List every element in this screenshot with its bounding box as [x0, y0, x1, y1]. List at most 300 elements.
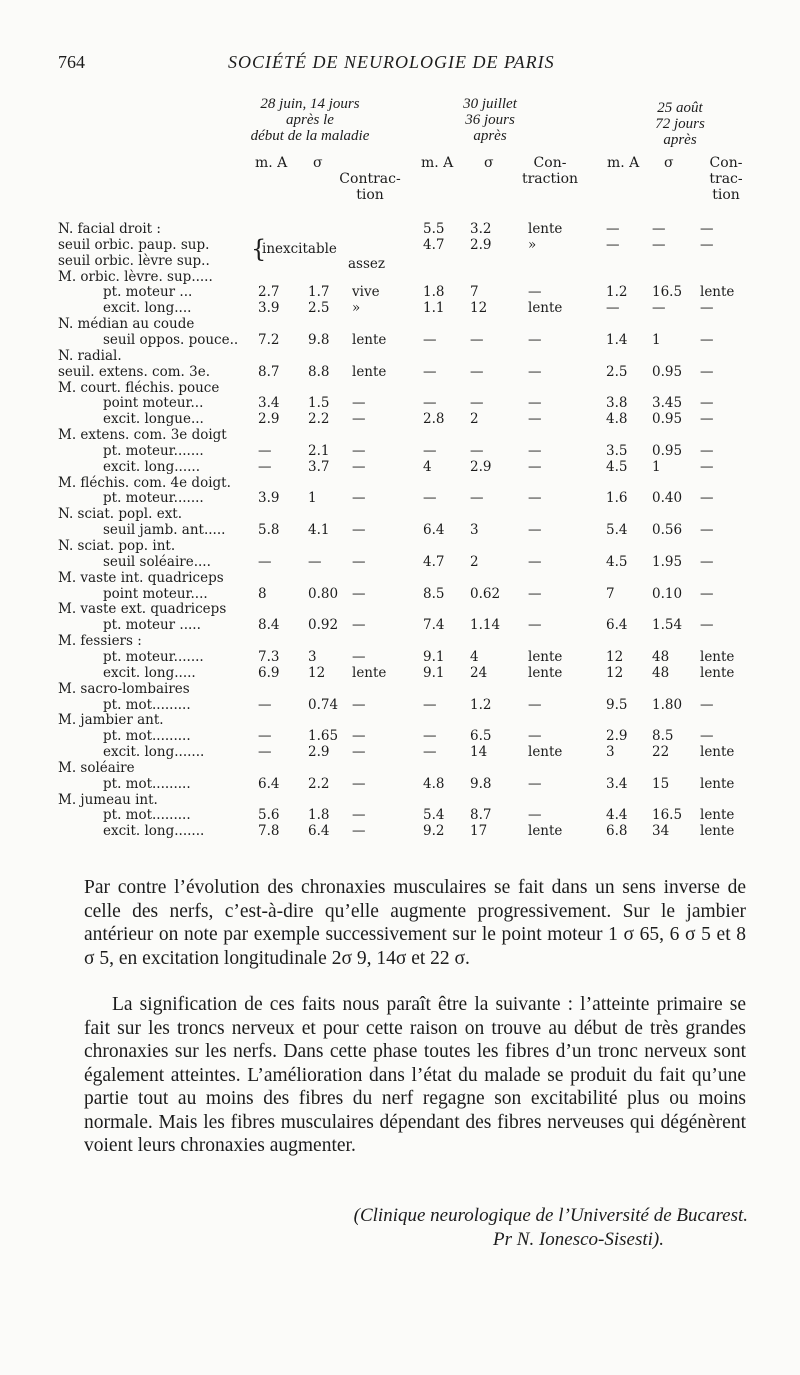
- table-cell: 9.8: [470, 775, 492, 792]
- table-cell: vive: [352, 284, 380, 301]
- table-row: [0, 586, 800, 602]
- table-cell: lente: [700, 823, 735, 840]
- table-row: [0, 332, 800, 348]
- table-cell: 2.8: [423, 411, 445, 428]
- row-label: M. soléaire: [58, 759, 135, 776]
- page-number: 764: [58, 52, 85, 72]
- subheader-1-contraction: Contrac-tion: [339, 171, 401, 203]
- table-cell: 2.2: [308, 411, 330, 428]
- table-cell: 9.1: [423, 648, 445, 665]
- table-cell: —: [258, 458, 272, 475]
- table-cell: —: [352, 617, 366, 634]
- row-label: N. médian au coude: [58, 316, 195, 333]
- table-cell: —: [528, 522, 542, 539]
- table-cell: lente: [528, 648, 563, 665]
- row-label: seuil jamb. ant.....: [103, 522, 226, 539]
- table-cell: 2.2: [308, 775, 330, 792]
- table-cell: 1.2: [470, 696, 492, 713]
- table-row: [0, 617, 800, 633]
- table-cell: 2.5: [308, 300, 330, 317]
- table-cell: —: [423, 696, 437, 713]
- table-cell: 8.7: [258, 363, 280, 380]
- table-cell: —: [423, 363, 437, 380]
- table-cell: —: [470, 331, 484, 348]
- table-cell: —: [528, 363, 542, 380]
- table-cell: 6.4: [423, 522, 445, 539]
- table-cell: 0.95: [652, 442, 683, 459]
- table-cell: 3.2: [470, 221, 492, 237]
- table-cell: —: [528, 728, 542, 745]
- table-cell: —: [352, 458, 366, 475]
- brace: {: [251, 235, 267, 263]
- table-cell: 3.7: [308, 458, 330, 475]
- table-cell: 6.5: [470, 728, 492, 745]
- table-cell: 2.7: [258, 284, 280, 301]
- table-cell: 4: [423, 458, 432, 475]
- table-cell: 9.1: [423, 664, 445, 681]
- table-cell: 3.5: [606, 442, 628, 459]
- table-cell: —: [352, 411, 366, 428]
- row-label: excit. long.......: [103, 823, 205, 840]
- table-cell: lente: [700, 648, 735, 665]
- paragraph-2: La signification de ces faits nous paraît être la suivante : l’atteinte primaire se fait sur les troncs nerveux et pour cette raison on trouve au début de très grandes chronaxies sur les nerfs. Dans cette phase toutes les fibres d’un tronc nerveux sont également atteintes. L’amélioration dans l’état du malade se produit du fait qu’une partie tout au moins des fibres du nerf regagne son excitabilité plus ou moins normale. Mais les fibres musculaires dépendant des fibres nerveuses qui dégénèrent voient leurs chronaxies augmenter.: [84, 994, 746, 1156]
- table-cell: —: [528, 458, 542, 475]
- table-cell: 5.5: [423, 221, 445, 237]
- table-cell: —: [352, 823, 366, 840]
- table-cell: 2.9: [308, 744, 330, 761]
- table-cell: —: [700, 236, 714, 253]
- table-cell: 1: [652, 458, 661, 475]
- table-cell: —: [528, 585, 542, 602]
- table-row: [0, 221, 800, 237]
- table-cell: 1.8: [423, 284, 445, 301]
- table-row: [0, 490, 800, 506]
- table-row: [0, 712, 800, 728]
- table-cell: 4.5: [606, 553, 628, 570]
- table-cell: 4.7: [423, 236, 445, 253]
- table-cell: 1.4: [606, 331, 628, 348]
- table-cell: 1: [308, 490, 317, 507]
- table-cell: —: [528, 395, 542, 412]
- table-cell: 17: [470, 823, 488, 840]
- table-cell: 0.95: [652, 411, 683, 428]
- table-cell: 7.8: [258, 823, 280, 840]
- table-cell: —: [258, 728, 272, 745]
- table-cell: 2.9: [470, 236, 492, 253]
- table-cell: —: [700, 458, 714, 475]
- table-cell: 1.7: [308, 284, 330, 301]
- table-cell: —: [606, 300, 620, 317]
- row-label: M. sacro-lombaires: [58, 680, 190, 697]
- table-cell: —: [258, 696, 272, 713]
- table-cell: 2.1: [308, 442, 330, 459]
- table-cell: 6.9: [258, 664, 280, 681]
- subheader-1-sigma: σ: [313, 155, 323, 171]
- table-cell: 16.5: [652, 807, 683, 824]
- table-row: [0, 237, 800, 253]
- table-row: [0, 522, 800, 538]
- table-row: [0, 776, 800, 792]
- table-row: [0, 316, 800, 332]
- table-cell: 3: [470, 522, 479, 539]
- table-cell: 7.4: [423, 617, 445, 634]
- table-cell: 4.5: [606, 458, 628, 475]
- table-cell: 0.92: [308, 617, 339, 634]
- table-cell: 12: [606, 664, 624, 681]
- row-label: N. facial droit :: [58, 221, 161, 237]
- table-cell: 2.9: [258, 411, 280, 428]
- table-cell: 0.80: [308, 585, 339, 602]
- column-header-3: 25 août 72 jours après: [655, 100, 705, 148]
- row-label: M. court. fléchis. pouce: [58, 379, 220, 396]
- table-cell: 0.62: [470, 585, 501, 602]
- table-cell: 0.95: [652, 363, 683, 380]
- table-cell: —: [652, 221, 666, 237]
- table-cell: 9.8: [308, 331, 330, 348]
- table-cell: 12: [308, 664, 326, 681]
- table-cell: —: [700, 617, 714, 634]
- table-cell: 3.45: [652, 395, 683, 412]
- table-row: [0, 506, 800, 522]
- row-label: pt. mot.........: [103, 775, 191, 792]
- table-row: [0, 538, 800, 554]
- table-cell: —: [352, 744, 366, 761]
- table-cell: —: [423, 728, 437, 745]
- table-cell: 7: [606, 585, 615, 602]
- table-cell: 22: [652, 744, 670, 761]
- table-cell: —: [700, 490, 714, 507]
- table-row: [0, 253, 800, 269]
- table-cell: 3.8: [606, 395, 628, 412]
- table-cell: lente: [700, 664, 735, 681]
- table-cell: lente: [352, 331, 387, 348]
- table-row: [0, 427, 800, 443]
- table-cell: 1.65: [308, 728, 339, 745]
- table-row: [0, 760, 800, 776]
- table-cell: lente: [700, 744, 735, 761]
- table-cell: 8.4: [258, 617, 280, 634]
- subheader-1-ma: m. A: [255, 155, 288, 171]
- table-cell: —: [258, 553, 272, 570]
- table-cell: 5.6: [258, 807, 280, 824]
- row-label: seuil orbic. lèvre sup..: [58, 252, 210, 269]
- table-cell: —: [352, 522, 366, 539]
- table-cell: 0.56: [652, 522, 683, 539]
- table-cell: —: [700, 221, 714, 237]
- table-cell: —: [352, 553, 366, 570]
- table-row: [0, 395, 800, 411]
- table-cell: 7.3: [258, 648, 280, 665]
- table-cell: —: [423, 331, 437, 348]
- subheader-3-sigma: σ: [664, 155, 674, 171]
- table-cell: lente: [528, 300, 563, 317]
- table-cell: lente: [528, 823, 563, 840]
- row-label: N. sciat. popl. ext.: [58, 506, 183, 523]
- table-cell: —: [700, 411, 714, 428]
- table-cell: »: [352, 300, 361, 317]
- table-cell: —: [470, 442, 484, 459]
- table-cell: 15: [652, 775, 670, 792]
- row-label: pt. moteur .....: [103, 617, 201, 634]
- table-cell: —: [528, 490, 542, 507]
- table-cell: 4.4: [606, 807, 628, 824]
- table-cell: 16.5: [652, 284, 683, 301]
- table-cell: 5.8: [258, 522, 280, 539]
- row-label: M. fessiers :: [58, 633, 142, 650]
- row-label: N. sciat. pop. int.: [58, 538, 176, 554]
- table-row: [0, 728, 800, 744]
- table-cell: —: [470, 490, 484, 507]
- table-cell: —: [352, 442, 366, 459]
- table-cell: —: [700, 395, 714, 412]
- table-cell: lente: [700, 775, 735, 792]
- table-cell: lente: [528, 664, 563, 681]
- row-label: pt. mot.........: [103, 728, 191, 745]
- table-row: [0, 681, 800, 697]
- table-row: [0, 697, 800, 713]
- table-cell: 1.2: [606, 284, 628, 301]
- table-cell: —: [606, 221, 620, 237]
- column-header-1: 28 juin, 14 jours après le début de la maladie: [250, 96, 370, 144]
- table-cell: 0.10: [652, 585, 683, 602]
- table-row: [0, 443, 800, 459]
- table-cell: —: [528, 553, 542, 570]
- table-cell: —: [700, 442, 714, 459]
- row-label: seuil oppos. pouce..: [103, 331, 239, 348]
- inexcitable-note: inexcitable: [262, 241, 337, 257]
- row-label: pt. mot.........: [103, 807, 191, 824]
- row-label: M. jumeau int.: [58, 791, 158, 808]
- assez-note: assez: [348, 256, 386, 272]
- table-row: [0, 380, 800, 396]
- table-row: [0, 554, 800, 570]
- table-cell: 2: [470, 553, 479, 570]
- subheader-3-ma: m. A: [607, 155, 640, 171]
- table-cell: 6.4: [606, 617, 628, 634]
- table-cell: 1.80: [652, 696, 683, 713]
- row-label: M. extens. com. 3e doigt: [58, 427, 227, 444]
- row-label: excit. longue...: [103, 411, 204, 428]
- table-cell: 3.9: [258, 300, 280, 317]
- table-cell: 2.5: [606, 363, 628, 380]
- table-cell: lente: [700, 284, 735, 301]
- table-cell: 6.4: [308, 823, 330, 840]
- table-cell: 34: [652, 823, 670, 840]
- table-row: [0, 348, 800, 364]
- table-cell: 24: [470, 664, 488, 681]
- table-cell: —: [352, 585, 366, 602]
- table-cell: —: [352, 775, 366, 792]
- table-cell: lente: [528, 744, 563, 761]
- table-cell: 3: [308, 648, 317, 665]
- table-cell: 1.54: [652, 617, 683, 634]
- table-row: [0, 792, 800, 808]
- table-cell: —: [470, 395, 484, 412]
- table-row: [0, 649, 800, 665]
- subheader-2-contraction: Con-traction: [521, 155, 579, 187]
- table-cell: 4: [470, 648, 479, 665]
- table-cell: —: [528, 442, 542, 459]
- table-cell: 9.5: [606, 696, 628, 713]
- table-cell: —: [470, 363, 484, 380]
- table-row: [0, 411, 800, 427]
- table-cell: —: [528, 775, 542, 792]
- table-row: [0, 807, 800, 823]
- table-cell: —: [528, 331, 542, 348]
- table-cell: 0.74: [308, 696, 339, 713]
- signature-author: Pr N. Ionesco-Sisesti).: [493, 1229, 664, 1250]
- table-cell: 8.8: [308, 363, 330, 380]
- table-cell: —: [700, 553, 714, 570]
- table-cell: —: [652, 300, 666, 317]
- row-label: seuil soléaire....: [103, 553, 211, 570]
- table-cell: 1.95: [652, 553, 683, 570]
- subheader-2-sigma: σ: [484, 155, 494, 171]
- table-cell: —: [700, 585, 714, 602]
- table-cell: 1.6: [606, 490, 628, 507]
- table-row: [0, 665, 800, 681]
- table-cell: 3.9: [258, 490, 280, 507]
- table-cell: —: [352, 490, 366, 507]
- table-cell: 8.7: [470, 807, 492, 824]
- table-cell: —: [700, 522, 714, 539]
- table-cell: —: [352, 807, 366, 824]
- table-cell: 1.14: [470, 617, 501, 634]
- running-title: SOCIÉTÉ DE NEUROLOGIE DE PARIS: [228, 52, 555, 72]
- table-row: [0, 570, 800, 586]
- table-cell: 9.2: [423, 823, 445, 840]
- row-label: pt. moteur.......: [103, 442, 204, 459]
- row-label: excit. long.....: [103, 664, 196, 681]
- table-row: [0, 300, 800, 316]
- table-cell: 6.4: [258, 775, 280, 792]
- table-cell: 3: [606, 744, 615, 761]
- table-cell: 2.9: [606, 728, 628, 745]
- table-row: [0, 823, 800, 839]
- row-label: M. vaste int. quadriceps: [58, 569, 224, 586]
- table-cell: —: [652, 236, 666, 253]
- row-label: seuil orbic. paup. sup.: [58, 236, 210, 253]
- table-cell: —: [528, 617, 542, 634]
- table-cell: 7.2: [258, 331, 280, 348]
- table-cell: —: [606, 236, 620, 253]
- table-cell: 1: [652, 331, 661, 348]
- table-cell: —: [352, 728, 366, 745]
- table-cell: —: [700, 331, 714, 348]
- table-cell: 1.5: [308, 395, 330, 412]
- table-cell: 12: [470, 300, 488, 317]
- table-cell: lente: [352, 363, 387, 380]
- column-header-2: 30 juillet 36 jours après: [463, 96, 517, 144]
- table-cell: 1.1: [423, 300, 445, 317]
- paragraph-1: Par contre l’évolution des chronaxies musculaires se fait dans un sens inverse de celle des nerfs, c’est-à-dire qu’elle augmente progressivement. Sur le jambier antérieur on note par exemple successivement sur le point moteur 1 σ 65, 6 σ 5 et 8 σ 5, en excitation longitudinale 2σ 9, 14σ et 22 σ.: [84, 877, 746, 969]
- row-label: M. jambier ant.: [58, 712, 164, 729]
- table-row: [0, 601, 800, 617]
- table-cell: —: [700, 728, 714, 745]
- row-label: M. fléchis. com. 4e doigt.: [58, 474, 231, 491]
- table-row: [0, 269, 800, 285]
- row-label: pt. moteur ...: [103, 284, 193, 301]
- table-cell: 8.5: [423, 585, 445, 602]
- table-cell: 14: [470, 744, 488, 761]
- table-cell: —: [352, 696, 366, 713]
- table-cell: —: [258, 744, 272, 761]
- table-cell: —: [352, 395, 366, 412]
- table-cell: —: [308, 553, 322, 570]
- table-row: [0, 744, 800, 760]
- table-cell: 0.40: [652, 490, 683, 507]
- table-cell: —: [528, 284, 542, 301]
- table-cell: 1.8: [308, 807, 330, 824]
- row-label: pt. moteur.......: [103, 490, 204, 507]
- table-cell: —: [258, 442, 272, 459]
- table-cell: —: [423, 442, 437, 459]
- table-cell: 2: [470, 411, 479, 428]
- table-cell: lente: [352, 664, 387, 681]
- row-label: M. orbic. lèvre. sup.....: [58, 268, 213, 285]
- table-cell: 3.4: [606, 775, 628, 792]
- table-cell: 4.8: [606, 411, 628, 428]
- subheader-3-contraction: Con-trac-tion: [709, 155, 743, 203]
- row-label: excit. long......: [103, 458, 201, 475]
- table-cell: 4.7: [423, 553, 445, 570]
- table-cell: 3.4: [258, 395, 280, 412]
- table-cell: 7: [470, 284, 479, 301]
- table-cell: —: [528, 696, 542, 713]
- table-cell: 5.4: [606, 522, 628, 539]
- table-row: [0, 284, 800, 300]
- row-label: seuil. extens. com. 3e.: [58, 363, 210, 380]
- table-cell: 8: [258, 585, 267, 602]
- table-cell: 8.5: [652, 728, 674, 745]
- table-row: [0, 633, 800, 649]
- table-cell: 6.8: [606, 823, 628, 840]
- subheader-2-ma: m. A: [421, 155, 454, 171]
- table-row: [0, 475, 800, 491]
- table-cell: —: [700, 363, 714, 380]
- row-label: point moteur....: [103, 585, 208, 602]
- table-cell: 2.9: [470, 458, 492, 475]
- signature-institution: (Clinique neurologique de l’Université de Bucarest.: [353, 1205, 748, 1226]
- row-label: pt. mot.........: [103, 696, 191, 713]
- row-label: pt. moteur.......: [103, 648, 204, 665]
- table-cell: 4.8: [423, 775, 445, 792]
- table-cell: —: [423, 744, 437, 761]
- row-label: N. radial.: [58, 347, 122, 364]
- table-cell: lente: [528, 221, 563, 237]
- table-cell: —: [700, 696, 714, 713]
- table-row: [0, 459, 800, 475]
- row-label: excit. long.......: [103, 744, 205, 761]
- table-cell: 48: [652, 648, 670, 665]
- table-cell: —: [423, 490, 437, 507]
- row-label: M. vaste ext. quadriceps: [58, 601, 227, 618]
- table-cell: 4.1: [308, 522, 330, 539]
- table-cell: »: [528, 236, 537, 253]
- row-label: excit. long....: [103, 300, 192, 317]
- table-cell: —: [528, 411, 542, 428]
- table-row: [0, 364, 800, 380]
- table-cell: —: [528, 807, 542, 824]
- table-cell: —: [700, 300, 714, 317]
- table-cell: —: [352, 648, 366, 665]
- table-cell: 12: [606, 648, 624, 665]
- table-cell: —: [423, 395, 437, 412]
- row-label: point moteur...: [103, 395, 204, 412]
- table-cell: lente: [700, 807, 735, 824]
- table-cell: 48: [652, 664, 670, 681]
- table-cell: 5.4: [423, 807, 445, 824]
